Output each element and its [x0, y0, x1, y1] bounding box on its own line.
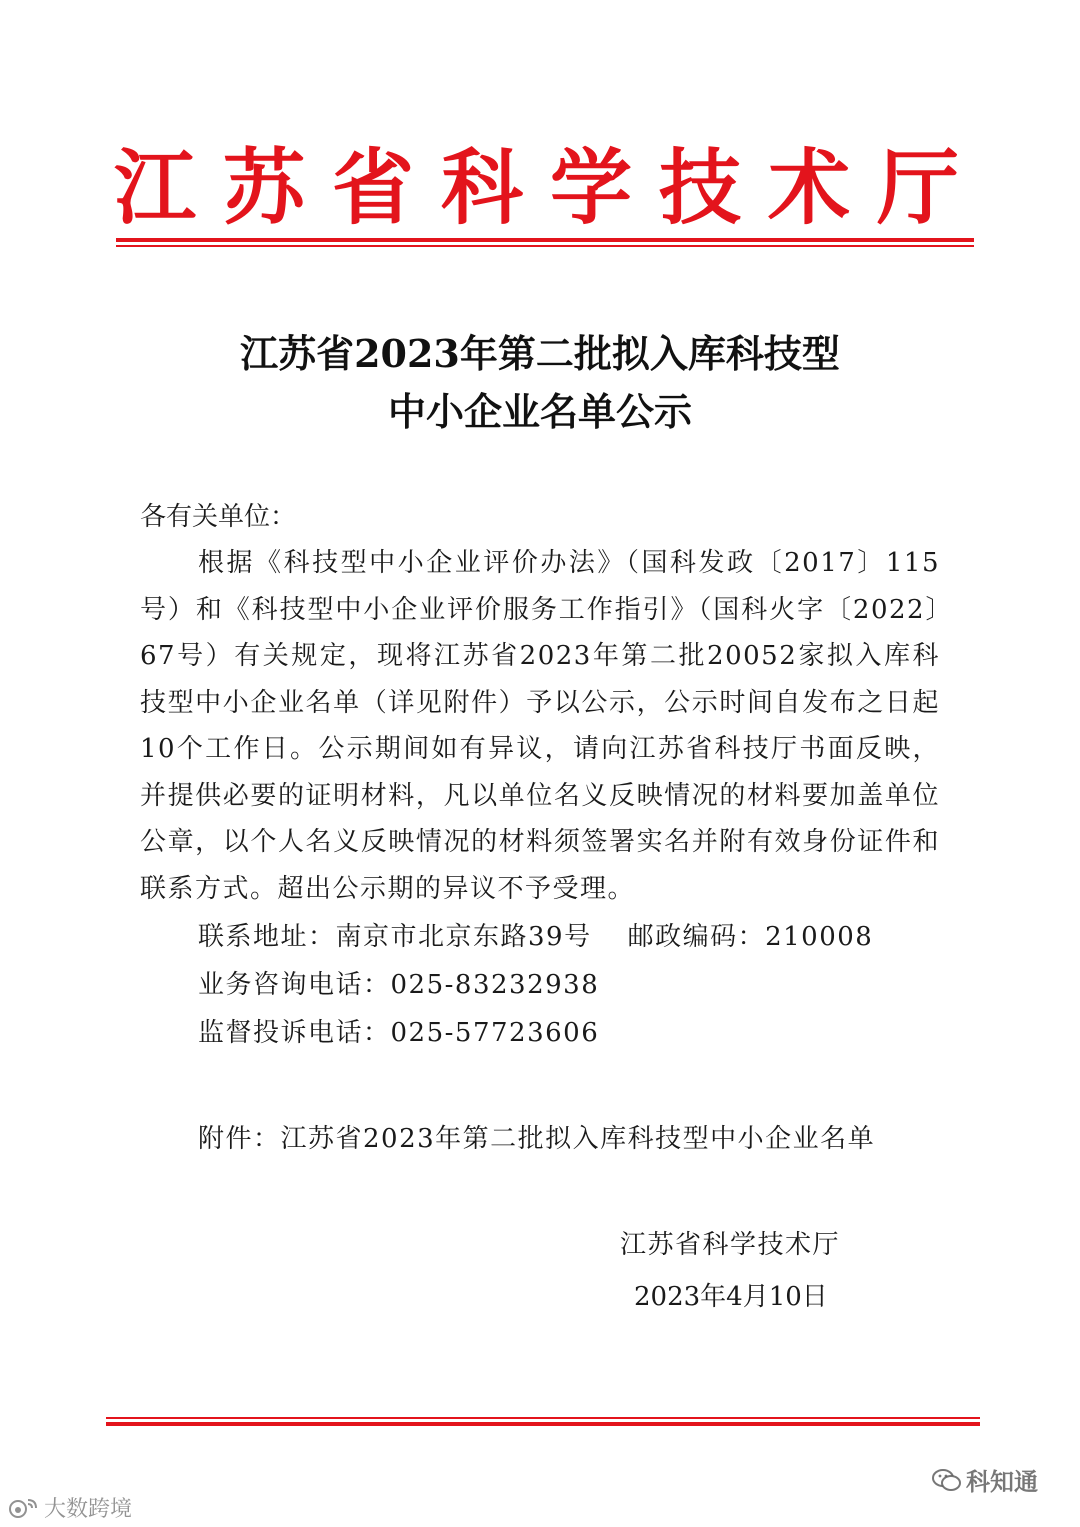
attachment-line: 附件：江苏省2023年第二批拟入库科技型中小企业名单 — [198, 1124, 876, 1154]
complaint-phone: 监督投诉电话：025-57723606 — [198, 1018, 600, 1048]
signature-org: 江苏省科学技术厅 — [620, 1230, 841, 1260]
signature-date: 2023年4月10日 — [634, 1282, 828, 1312]
document-title-line2: 中小企业名单公示 — [387, 389, 692, 434]
watermark-left-text: 大数跨境 — [44, 1497, 133, 1522]
contact-address-line — [198, 914, 873, 960]
footer-divider-thick — [106, 1422, 980, 1426]
notice-paragraph: 根据《科技型中小企业评价办法》（国科发政〔2017〕115号）和《科技型中小企业评价服务工作指引》（国科火字〔2022〕67号）有关规定，现将江苏省2023年第二批20052家拟入库科技型中小企业名单（详见附件）予以公示，公示时间自发布之日起10个工作日。公示期间如有异议，请向江苏省科技厅书面反映，并提供必要的证明材料，凡以单位名义反映情况的材料要加盖单位公章，以个人名义反映情况的材料须签署实名并附有效身份证件和联系方式。超出公示期的异议不予受理。 — [140, 548, 940, 904]
watermark-right — [932, 1462, 1038, 1497]
footer-divider-thin — [106, 1417, 980, 1419]
wechat-logo-icon — [932, 1467, 962, 1493]
salutation: 各有关单位： — [140, 502, 297, 532]
watermark-left — [6, 1492, 132, 1523]
postcode: 邮政编码：210008 — [627, 922, 874, 952]
document-title-line1: 江苏省2023年第二批拟入库科技型 — [240, 331, 840, 376]
header-divider-thick — [116, 238, 974, 242]
consult-phone: 业务咨询电话：025-83232938 — [198, 970, 600, 1000]
watermark-right-text: 科知通 — [966, 1468, 1038, 1496]
agency-header-title: 江苏省科学技术厅 — [113, 140, 986, 236]
weibo-logo-icon — [6, 1496, 40, 1520]
contact-address: 联系地址：南京市北京东路39号 — [198, 922, 592, 952]
header-divider-thin — [116, 245, 974, 247]
